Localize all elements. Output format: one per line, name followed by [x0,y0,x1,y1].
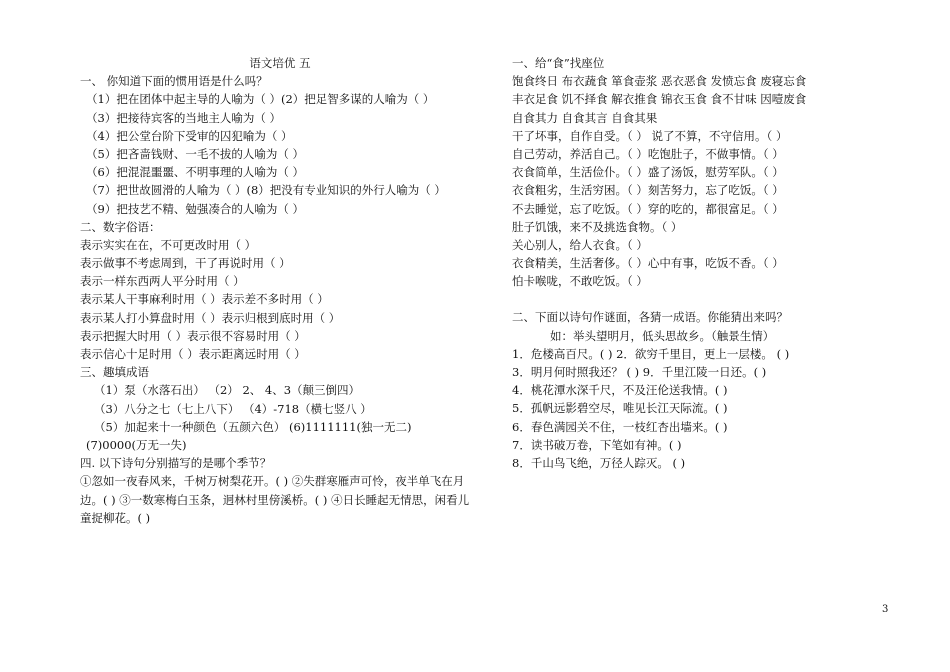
q3-riddle-line-4: (7)0000(万无一失) [86,437,187,452]
q2-line-3: 表示一样东西两人平分时用（ ） [80,274,245,289]
right-column [512,54,932,472]
idiom-list-1: 饱食终日 布衣蔬食 箪食壶浆 恶衣恶食 发愤忘食 废寝忘食 [512,74,807,89]
q4-poems: ①忽如一夜春风来，千树万树梨花开。( ) ②失群寒雁声可怜，夜半单飞在月边。( ) ③一数寒梅白玉条，迥林村里傍溪桥。( ) ④日长睡起无情思，闲看儿童捉柳花。( ) [80,474,470,526]
left-column [80,54,480,528]
q1-item-3: （3）把接待宾客的当地主人喻为（ ） [86,110,281,125]
idiom-clue-5: 不去睡觉，忘了吃饭。（ ）穿的吃的，都很富足。（ ） [512,201,784,216]
section-spacer [512,290,932,308]
idiom-clue-9: 怕卡喉咙，不敢吃饭。（ ） [512,274,648,289]
q2-line-5: 表示某人打小算盘时用（ ）表示归根到底时用（ ） [80,310,341,325]
idiom-clue-6: 肚子饥饿，来不及挑选食物。（ ） [512,219,683,234]
poem-riddle-7: 8．千山鸟飞绝，万径人踪灭。 ( ) [512,455,686,470]
poem-riddle-2: 3．明月何时照我还？ ( ) 9．千里江陵一日还。( ) [512,365,767,379]
q1-item-7-8: （7）把世故圆滑的人喻为（ ）(8）把没有专业知识的外行人喻为（ ） [86,183,446,198]
q1-item-5: （5）把吝啬钱财、一毛不拔的人喻为（ ） [86,146,304,161]
section2-heading: 二、下面以诗句作谜面，各猜一成语。你能猜出来吗？ [512,310,788,325]
q3-heading: 三、趣填成语 [80,365,149,380]
q1-item-4: （4）把公堂台阶下受审的囚犯喻为（ ） [86,128,293,143]
idiom-clue-3: 衣食简单，生活俭仆。（ ）盛了汤饭，慰劳军队。（ ） [512,165,784,180]
section1-heading: 一、给“食”找座位 [512,56,605,70]
poem-riddle-5: 6．春色满园关不住，一枝红杏出墙来。( ) [512,419,728,434]
q2-line-2: 表示做事不考虑周到，干了再说时用（ ） [80,256,291,271]
poem-riddle-1: 1．危楼高百尺。( ) 2．欲穷千里目，更上一层楼。 ( ) [512,346,790,361]
idiom-clue-7: 关心别人，给人衣食。（ ） [512,237,648,252]
idiom-list-2: 丰衣足食 饥不择食 解衣推食 锦衣玉食 食不甘味 因噎废食 [512,92,807,107]
q3-riddle-line-1: （1）泵（水落石出） （2） 2、 4、3（颠三倒四） [94,383,361,398]
q2-line-4: 表示某人干事麻利时用（ ）表示差不多时用（ ） [80,292,329,307]
idiom-clue-8: 衣食精美，生活奢侈。（ ）心中有事，吃饭不香。（ ） [512,256,784,271]
q2-line-6: 表示把握大时用（ ）表示很不容易时用（ ） [80,328,306,343]
q2-line-7: 表示信心十足时用（ ）表示距离远时用（ ） [80,347,306,361]
idiom-clue-4: 衣食粗劣，生活穷困。（ ）刻苦努力，忘了吃饭。（ ） [512,183,784,198]
q1-item-1-2: （1）把在团体中起主导的人喻为（ ）(2）把足智多谋的人喻为（ ） [86,92,435,107]
poem-riddle-3: 4．桃花潭水深千尺，不及汪伦送我情。( ) [512,383,728,398]
q3-riddle-line-3: （5）加起来十一种颜色（五颜六色） (6)1111111(独一无二) [94,419,412,434]
page-number: 3 [882,604,889,615]
worksheet-title: 语文培优 五 [249,56,311,70]
q4-heading: 四. 以下诗句分别描写的是哪个季节？ [80,456,272,471]
q2-line-1: 表示实实在在，不可更改时用（ ） [80,237,257,252]
poem-riddle-4: 5．孤帆远影碧空尽，唯见长江天际流。( ) [512,401,728,416]
idiom-clue-1: 干了坏事，自作自受。（ ） 说了不算，不守信用。（ ） [512,128,788,143]
idiom-clue-2: 自己劳动，养活自己。（ ）吃饱肚子，不做事情。（ ） [512,146,784,161]
idiom-list-3: 自食其力 自食其言 自食其果 [512,110,658,125]
q2-heading: 二、数字俗语： [80,219,161,234]
poem-riddle-6: 7．读书破万卷，下笔如有神。( ) [512,437,682,452]
q1-item-6: （6）把混混噩噩、不明事理的人喻为（ ） [86,165,304,180]
q1-item-9: （9）把技艺不精、勉强凑合的人喻为（ ） [86,201,304,216]
section2-example: 如：举头望明月，低头思故乡。（触景生情） [550,328,775,343]
q3-riddle-line-2: （3）八分之七（七上八下） （4）-718（横七竖八 ） [94,401,372,416]
q1-heading: 一、 你知道下面的惯用语是什么吗？ [80,74,268,89]
